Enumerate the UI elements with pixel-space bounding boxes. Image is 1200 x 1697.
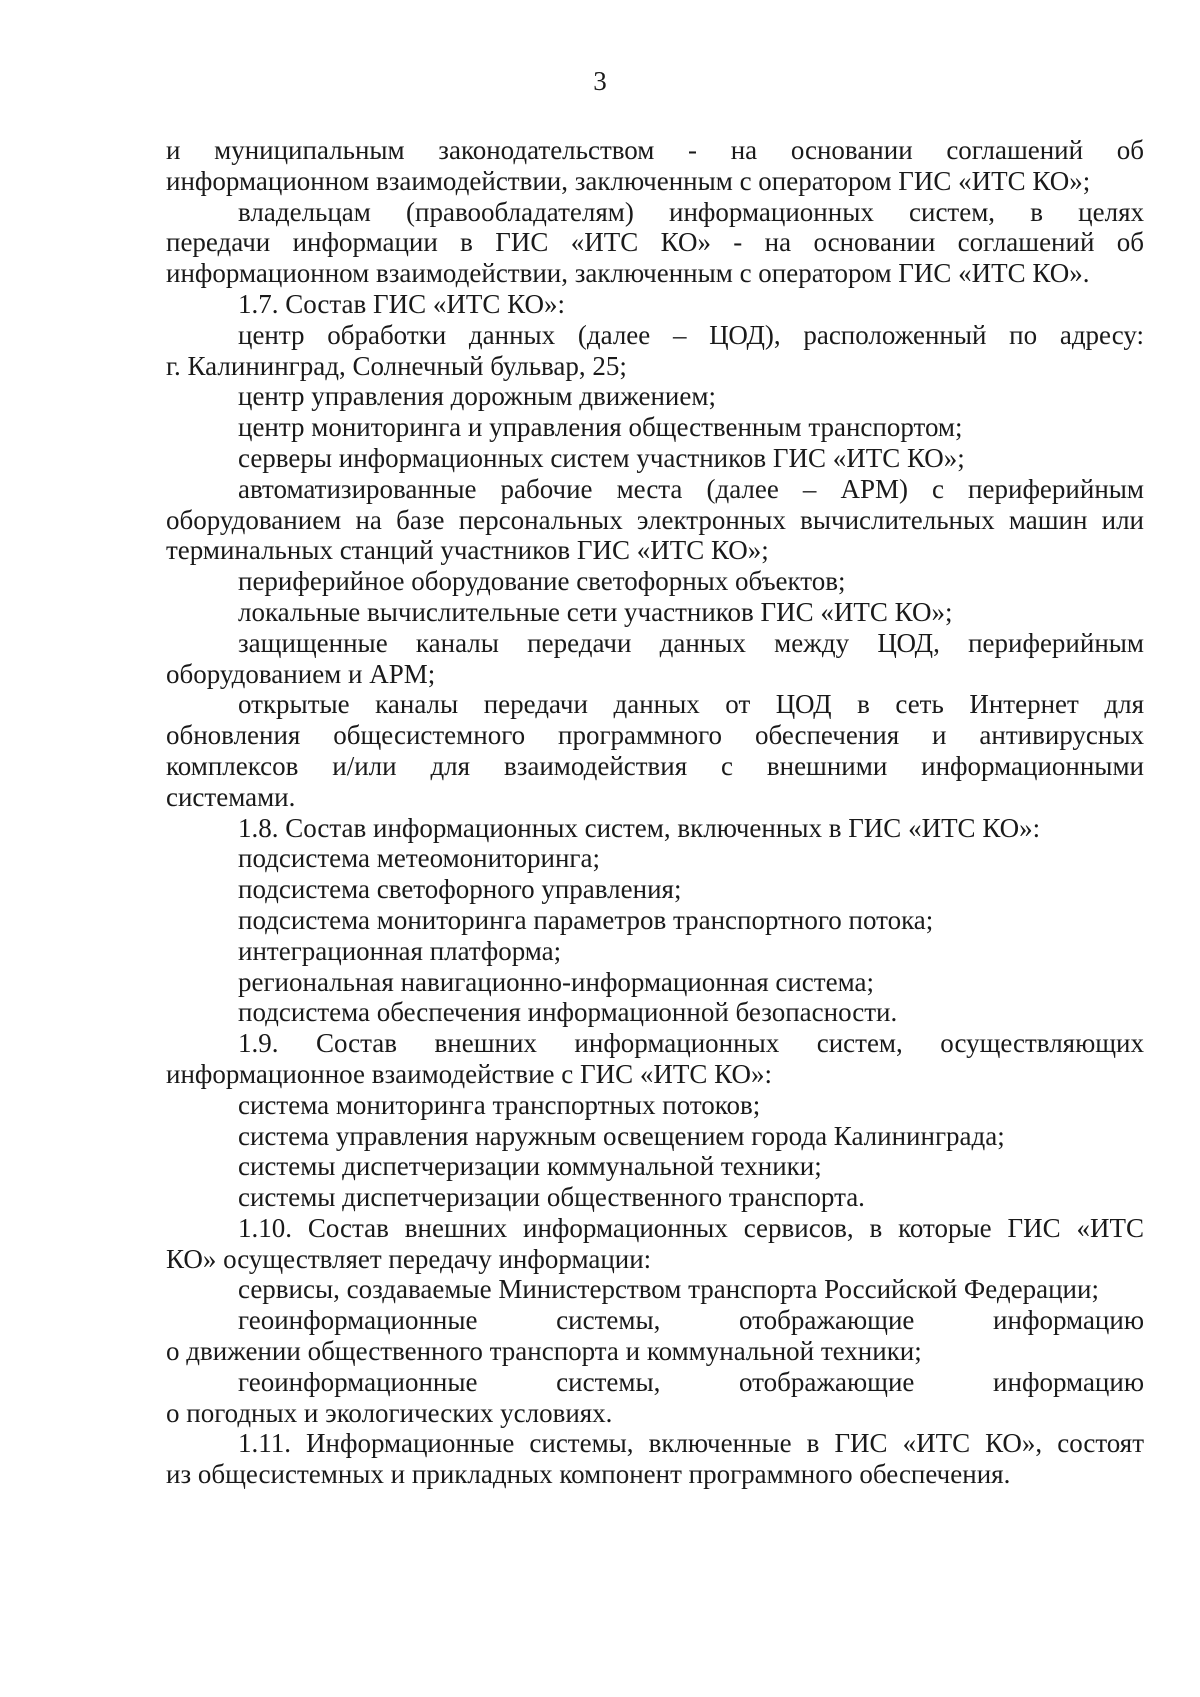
text-line: серверы информационных систем участников ГИС «ИТС КО»; (238, 442, 965, 473)
text-line: подсистема метеомониторинга; (238, 843, 600, 874)
text-line: владельцам (правообладателям) информационных систем, в целях (238, 196, 1144, 227)
text-line: 1.8. Состав информационных систем, включенных в ГИС «ИТС КО»: (238, 812, 1041, 843)
page-number: 3 (593, 66, 607, 96)
text-line: оборудованием и АРМ; (166, 658, 436, 689)
text-line: системы диспетчеризации общественного транспорта. (238, 1182, 865, 1213)
text-line: 1.9. Состав внешних информационных систем, осуществляющих (238, 1028, 1144, 1059)
text-line: открытые каналы передачи данных от ЦОД в сеть Интернет для (238, 689, 1144, 720)
text-line: подсистема мониторинга параметров транспортного потока; (238, 904, 934, 935)
document-body (166, 135, 1144, 1490)
text-line: подсистема обеспечения информационной безопасности. (238, 997, 898, 1028)
text-line: подсистема светофорного управления; (238, 874, 682, 905)
text-line: о погодных и экологических условиях. (166, 1397, 613, 1428)
text-line: сервисы, создаваемые Министерством транспорта Российской Федерации; (238, 1274, 1099, 1305)
text-line: периферийное оборудование светофорных объектов; (238, 566, 846, 597)
text-line: 1.11. Информационные системы, включенные в ГИС «ИТС КО», состоят (238, 1428, 1144, 1459)
text-line: обновления общесистемного программного обеспечения и антивирусных (166, 720, 1144, 751)
text-line: терминальных станций участников ГИС «ИТС КО»; (166, 535, 769, 566)
text-line: центр обработки данных (далее – ЦОД), расположенный по адресу: (238, 319, 1144, 350)
text-line: информационное взаимодействие с ГИС «ИТС КО»: (166, 1058, 772, 1089)
text-line: региональная навигационно-информационная система; (238, 966, 874, 997)
text-line: защищенные каналы передачи данных между ЦОД, периферийным (238, 627, 1144, 658)
text-line: 1.7. Состав ГИС «ИТС КО»: (238, 288, 565, 319)
text-line: 1.10. Состав внешних информационных сервисов, в которые ГИС «ИТС (238, 1212, 1144, 1243)
text-line: центр управления дорожным движением; (238, 381, 716, 412)
text-line: из общесистемных и прикладных компонент программного обеспечения. (166, 1459, 1011, 1490)
text-line: система управления наружным освещением города Калининграда; (238, 1120, 1005, 1151)
text-line: информационном взаимодействии, заключенным с оператором ГИС «ИТС КО»; (166, 165, 1091, 196)
text-line: интеграционная платформа; (238, 935, 562, 966)
text-line: информационном взаимодействии, заключенным с оператором ГИС «ИТС КО». (166, 258, 1090, 289)
text-line: центр мониторинга и управления общественным транспортом; (238, 412, 963, 443)
text-line: и муниципальным законодательством - на основании соглашений об (166, 135, 1144, 165)
text-line: геоинформационные системы, отображающие информацию (238, 1366, 1144, 1397)
text-line: автоматизированные рабочие места (далее – АРМ) с периферийным (238, 473, 1144, 504)
text-line: локальные вычислительные сети участников ГИС «ИТС КО»; (238, 596, 953, 627)
text-line: КО» осуществляет передачу информации: (166, 1243, 652, 1274)
text-line: система мониторинга транспортных потоков; (238, 1089, 761, 1120)
text-line: комплексов и/или для взаимодействия с внешними информационными (166, 750, 1144, 781)
text-line: передачи информации в ГИС «ИТС КО» - на основании соглашений об (166, 227, 1144, 258)
text-line: системы диспетчеризации коммунальной техники; (238, 1151, 822, 1182)
text-line: г. Калининград, Солнечный бульвар, 25; (166, 350, 627, 381)
text-line: оборудованием на базе персональных электронных вычислительных машин или (166, 504, 1144, 535)
text-line: системами. (166, 781, 296, 812)
text-line: о движении общественного транспорта и коммунальной техники; (166, 1336, 922, 1367)
text-line: геоинформационные системы, отображающие информацию (238, 1305, 1144, 1336)
